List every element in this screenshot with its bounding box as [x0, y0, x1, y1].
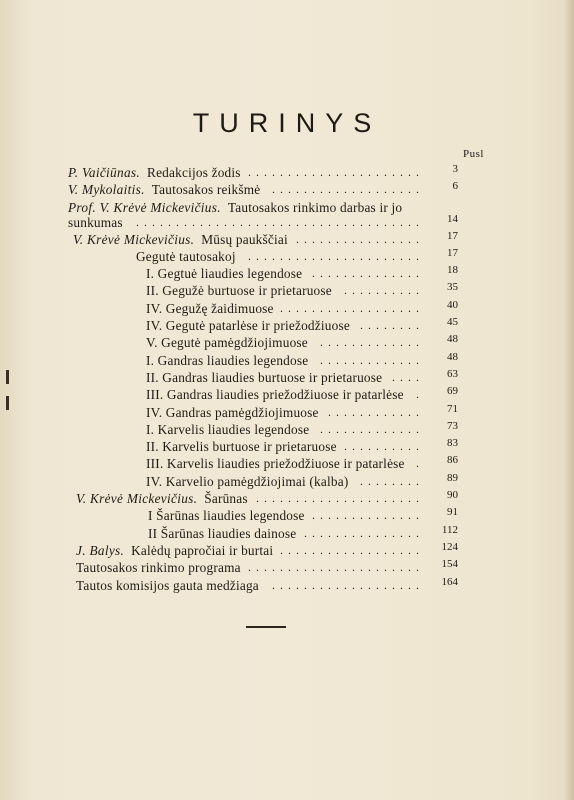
toc-entry [68, 317, 458, 334]
toc-entry-text [146, 473, 348, 490]
toc-page-number: 48 [447, 333, 458, 346]
toc-entry-text [146, 317, 350, 334]
dot-leader: ........ [360, 473, 424, 488]
toc-entry-text [146, 300, 274, 317]
toc-author: Prof. V. Krėvė Mickevičius. [68, 199, 221, 215]
dot-leader: ............ [328, 404, 424, 419]
toc-entry-text [146, 404, 319, 421]
toc-entry-text [146, 352, 308, 369]
dot-leader: .... [392, 369, 424, 384]
toc-page-number: 17 [447, 229, 458, 242]
toc-entry-text [146, 369, 382, 386]
toc-title: Tautosakos rinkimo darbas ir jo [227, 199, 403, 215]
toc-title: IV. Gegužę žaidimuose [146, 300, 274, 316]
toc-entry-text [76, 559, 241, 576]
toc-page-number: 90 [447, 489, 458, 502]
toc-title: Tautosakos rinkimo programa [76, 560, 241, 576]
dot-leader: .......... [344, 283, 424, 298]
toc-page-number: 73 [447, 419, 458, 432]
toc-title: Tautosakos reikšmė [151, 182, 261, 198]
table-of-contents [68, 164, 458, 594]
toc-entry [68, 473, 458, 490]
toc-entry [68, 181, 458, 198]
dot-leader: ................ [296, 231, 424, 246]
toc-page-number: 40 [447, 298, 458, 311]
toc-author: V. Krėvė Mickevičius. [76, 491, 198, 507]
toc-entry [68, 231, 458, 248]
dot-leader: ...................... [248, 248, 424, 263]
toc-entry [68, 265, 458, 282]
toc-author: V. Mykolaitis. [68, 182, 145, 198]
toc-title: I Šarūnas liaudies legendose [148, 508, 305, 524]
dot-leader: . [416, 387, 424, 402]
toc-entry [68, 334, 458, 351]
toc-page-number: 17 [447, 246, 458, 259]
margin-mark [6, 396, 9, 410]
dot-leader: .................. [280, 542, 424, 557]
toc-entry [68, 164, 458, 181]
toc-title: V. Gegutė pamėgdžiojimuose [146, 335, 308, 351]
dot-leader: .............. [312, 508, 424, 523]
toc-title-continued: sunkumas [68, 214, 123, 230]
toc-page-number: 154 [441, 558, 458, 571]
dot-leader: ..................... [256, 491, 424, 506]
toc-entry [68, 577, 458, 594]
toc-page-number: 91 [447, 506, 458, 519]
section-divider [246, 626, 286, 628]
toc-title: III. Gandras liaudies priežodžiuose ir patarlėse [146, 387, 404, 403]
toc-title: II. Karvelis burtuose ir prietaruose [146, 439, 337, 455]
toc-entry-text [146, 455, 405, 472]
toc-title: II. Gegužė burtuose ir prietaruose [146, 283, 332, 299]
page-column-header: Pusl [463, 148, 484, 160]
toc-page-number: 63 [447, 367, 458, 380]
toc-entry [68, 455, 458, 472]
toc-title: I. Gegtuė liaudies legendose [146, 266, 303, 282]
toc-entry [68, 369, 458, 386]
dot-leader: .................................... [136, 214, 424, 229]
toc-entry-text [68, 181, 260, 198]
toc-title: Kalėdų papročiai ir burtai [131, 542, 274, 558]
toc-author: V. Krėvė Mickevičius. [73, 231, 195, 247]
dot-leader: ...................... [248, 165, 424, 179]
toc-page-number: 164 [441, 575, 458, 588]
toc-title: I. Gandras liaudies legendose [146, 352, 309, 368]
dot-leader: ............... [304, 525, 424, 540]
toc-entry [68, 490, 458, 507]
toc-page-number: 3 [452, 163, 458, 175]
dot-leader: .................. [280, 300, 424, 315]
toc-entry-text [76, 577, 259, 594]
toc-entry-text [76, 542, 273, 559]
toc-entry [68, 507, 458, 524]
dot-leader: ...................... [248, 560, 424, 575]
toc-page-number: 48 [447, 350, 458, 363]
toc-page-number: 86 [447, 454, 458, 467]
toc-entry [68, 199, 458, 231]
toc-page-number: 18 [447, 264, 458, 277]
toc-page-number: 35 [447, 281, 458, 294]
toc-entry [68, 421, 458, 438]
toc-title: Gegutė tautosakoj [136, 248, 236, 264]
toc-title: Redakcijos žodis [147, 165, 241, 180]
dot-leader: ............. [320, 352, 424, 367]
toc-title: III. Karvelis liaudies priežodžiuose ir patarlėse [146, 456, 405, 472]
toc-entry-text [146, 421, 309, 438]
toc-page-number: 69 [447, 385, 458, 398]
toc-title: Šarūnas [204, 491, 248, 507]
toc-entry [68, 525, 458, 542]
toc-entry [68, 386, 458, 403]
toc-entry [68, 352, 458, 369]
toc-entry [68, 248, 458, 265]
toc-entry-text [146, 265, 302, 282]
toc-entry [68, 404, 458, 421]
toc-entry [68, 559, 458, 576]
toc-title: Mūsų paukščiai [201, 231, 288, 247]
toc-entry-text [148, 507, 305, 524]
toc-page-number: 124 [441, 540, 458, 553]
toc-title: II Šarūnas liaudies dainose [148, 525, 297, 541]
toc-entry-text [146, 386, 404, 403]
dot-leader: ............. [320, 335, 424, 350]
toc-title: II. Gandras liaudies burtuose ir prietaruose [146, 369, 383, 385]
toc-author: P. Vaičiūnas. [68, 165, 140, 180]
dot-leader: ............. [320, 421, 424, 436]
toc-entry [68, 282, 458, 299]
toc-entry [68, 300, 458, 317]
margin-mark [6, 370, 9, 384]
toc-entry-text [146, 438, 337, 455]
toc-entry [68, 542, 458, 559]
toc-page-number: 112 [441, 523, 458, 536]
toc-entry-text [136, 248, 236, 265]
toc-title: Tautos komisijos gauta medžiaga [76, 577, 259, 593]
toc-entry-text [68, 164, 241, 181]
toc-title: I. Karvelis liaudies legendose [146, 421, 310, 437]
dot-leader: ................... [272, 577, 424, 592]
toc-page-number: 6 [452, 180, 458, 193]
toc-entry-text [146, 282, 332, 299]
toc-title: IV. Gandras pamėgdžiojimuose [146, 404, 319, 420]
toc-page-number: 83 [447, 437, 458, 450]
toc-page-number: 45 [447, 316, 458, 329]
toc-page-number: 89 [447, 471, 458, 484]
toc-entry-text [73, 231, 288, 248]
dot-leader: . [416, 456, 424, 471]
toc-title: IV. Karvelio pamėgdžiojimai (kalba) [146, 473, 349, 489]
toc-entry [68, 438, 458, 455]
dot-leader: ........ [360, 318, 424, 333]
page-title: TURINYS [192, 108, 382, 138]
toc-page-number: 71 [447, 402, 458, 415]
dot-leader: .............. [312, 266, 424, 281]
dot-leader: ................... [272, 182, 424, 197]
toc-entry-text [76, 490, 248, 507]
toc-title: IV. Gegutė patarlėse ir priežodžiuose [146, 318, 350, 334]
toc-page-number: 14 [447, 212, 458, 225]
dot-leader: .......... [344, 439, 424, 454]
toc-author: J. Balys. [76, 542, 125, 558]
toc-entry-text [146, 334, 308, 351]
toc-entry-text [148, 525, 296, 542]
